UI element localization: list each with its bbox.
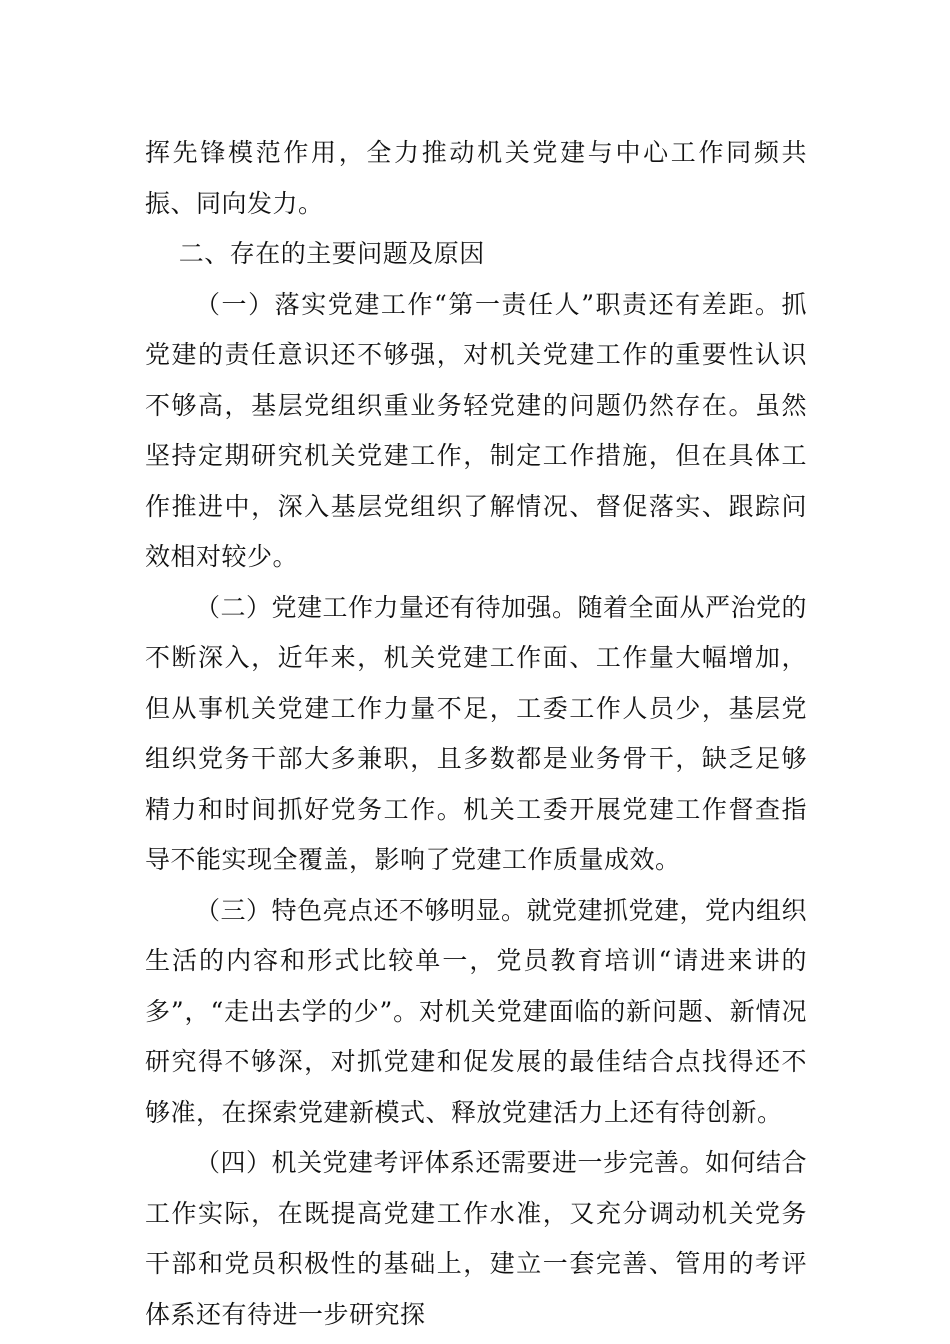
paragraph-continuation: 挥先锋模范作用，全力推动机关党建与中心工作同频共振、同向发力。 [145,138,807,218]
document-page [145,128,807,1340]
paragraph-problem-3: （三）特色亮点还不够明显。就党建抓党建，党内组织生活的内容和形式比较单一，党员教育培训“请进来讲的多”，“走出去学的少”。对机关党建面临的新问题、新情况研究得不够深，对抓党建和促发展的最佳结合点找得还不够准，在探索党建新模式、释放党建活力上还有待创新。 [145,895,808,1127]
section-heading: 二、存在的主要问题及原因 [178,239,485,268]
paragraph-problem-2: （二）党建工作力量还有待加强。随着全面从严治党的不断深入，近年来，机关党建工作面、工作量大幅增加，但从事机关党建工作力量不足，工委工作人员少，基层党组织党务干部大多兼职，且多数都是业务骨干，缺乏足够精力和时间抓好党务工作。机关工委开展党建工作督查指导不能实现全覆盖，影响了党建工作质量成效。 [145,592,808,874]
paragraph-problem-4: （四）机关党建考评体系还需要进一步完善。如何结合工作实际，在既提高党建工作水准，又充分调动机关党务干部和党员积极性的基础上，建立一套完善、管用的考评体系还有待进一步研究探 [145,1148,808,1329]
paragraph-problem-1: （一）落实党建工作“第一责任人”职责还有差距。抓党建的责任意识还不够强，对机关党建工作的重要性认识不够高，基层党组织重业务轻党建的问题仍然存在。虽然坚持定期研究机关党建工作，制定工作措施，但在具体工作推进中，深入基层党组织了解情况、督促落实、跟踪问效相对较少。 [145,289,807,571]
